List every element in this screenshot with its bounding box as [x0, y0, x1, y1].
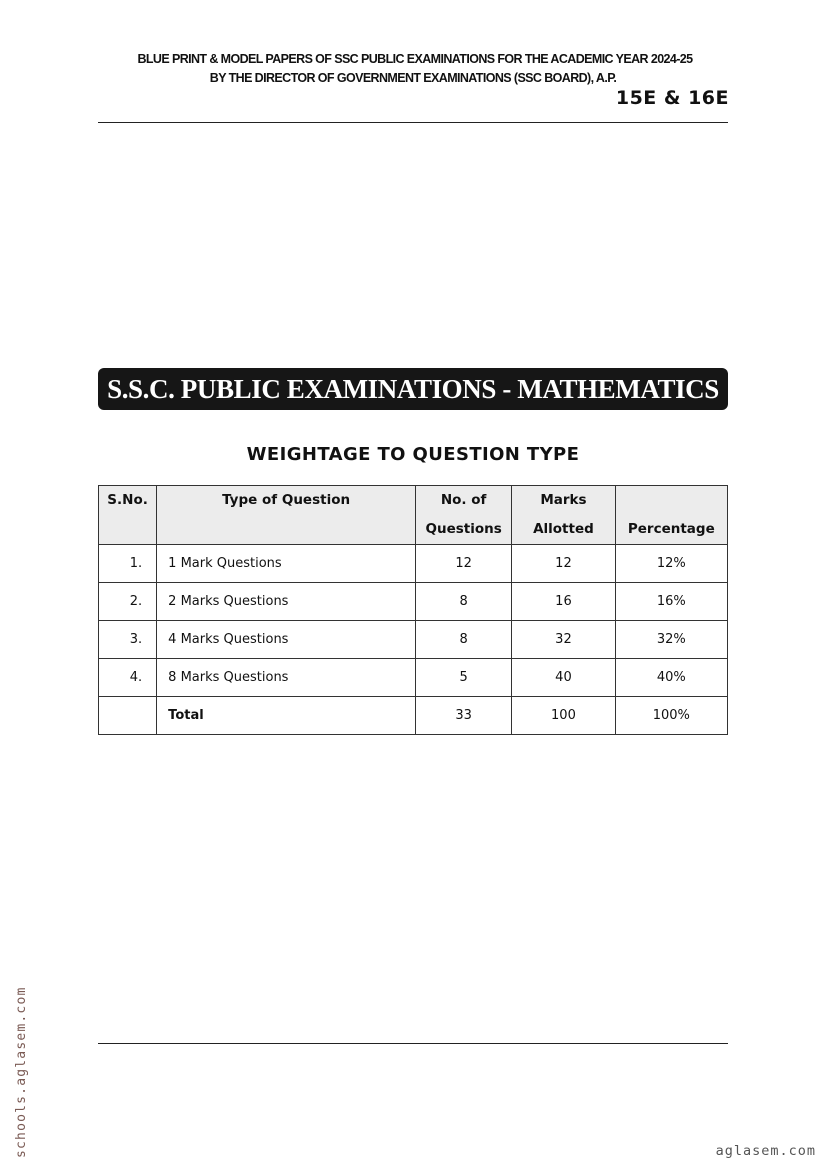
table-header-row — [99, 486, 728, 545]
corner-watermark: aglasem.com — [715, 1143, 816, 1159]
table-title: WEIGHTAGE TO QUESTION TYPE — [246, 444, 580, 465]
cell-percentage: 32% — [615, 621, 727, 659]
cell-questions: 12 — [415, 545, 511, 583]
cell-sno: 1. — [99, 545, 157, 583]
header-type: Type of Question — [157, 486, 416, 545]
cell-percentage: 12% — [615, 545, 727, 583]
exam-title-banner — [98, 368, 728, 410]
cell-marks: 40 — [512, 659, 615, 697]
cell-percentage: 16% — [615, 583, 727, 621]
table-row — [99, 621, 728, 659]
cell-type: 4 Marks Questions — [157, 621, 416, 659]
exam-title: S.S.C. PUBLIC EXAMINATIONS - MATHEMATICS — [107, 373, 719, 404]
top-divider — [98, 122, 728, 123]
bottom-divider — [98, 1043, 728, 1044]
cell-sno — [99, 697, 157, 735]
cell-percentage-total: 100% — [615, 697, 727, 735]
header-num-questions: No. of Questions — [415, 486, 511, 545]
cell-type-total: Total — [157, 697, 416, 735]
cell-type: 1 Mark Questions — [157, 545, 416, 583]
cell-sno: 2. — [99, 583, 157, 621]
cell-questions: 5 — [415, 659, 511, 697]
table-total-row — [99, 697, 728, 735]
paper-code: 15E & 16E — [615, 87, 729, 109]
table-row — [99, 659, 728, 697]
header-marks-allotted: Marks Allotted — [512, 486, 615, 545]
header-line-1: BLUE PRINT & MODEL PAPERS OF SSC PUBLIC EXAMINATIONS FOR THE ACADEMIC YEAR 2024-25 — [137, 52, 693, 66]
weightage-table — [98, 485, 728, 735]
side-watermark: schools.aglasem.com — [14, 986, 29, 1158]
cell-marks: 12 — [512, 545, 615, 583]
header-line-2: BY THE DIRECTOR OF GOVERNMENT EXAMINATIONS (SSC BOARD), A.P. — [209, 71, 617, 85]
cell-type: 2 Marks Questions — [157, 583, 416, 621]
cell-questions: 8 — [415, 583, 511, 621]
table-row — [99, 545, 728, 583]
header-sno: S.No. — [99, 486, 157, 545]
cell-sno: 3. — [99, 621, 157, 659]
cell-marks: 32 — [512, 621, 615, 659]
table-row — [99, 583, 728, 621]
cell-marks-total: 100 — [512, 697, 615, 735]
cell-type: 8 Marks Questions — [157, 659, 416, 697]
cell-sno: 4. — [99, 659, 157, 697]
cell-questions-total: 33 — [415, 697, 511, 735]
header-percentage: Percentage — [615, 486, 727, 545]
cell-marks: 16 — [512, 583, 615, 621]
cell-questions: 8 — [415, 621, 511, 659]
cell-percentage: 40% — [615, 659, 727, 697]
